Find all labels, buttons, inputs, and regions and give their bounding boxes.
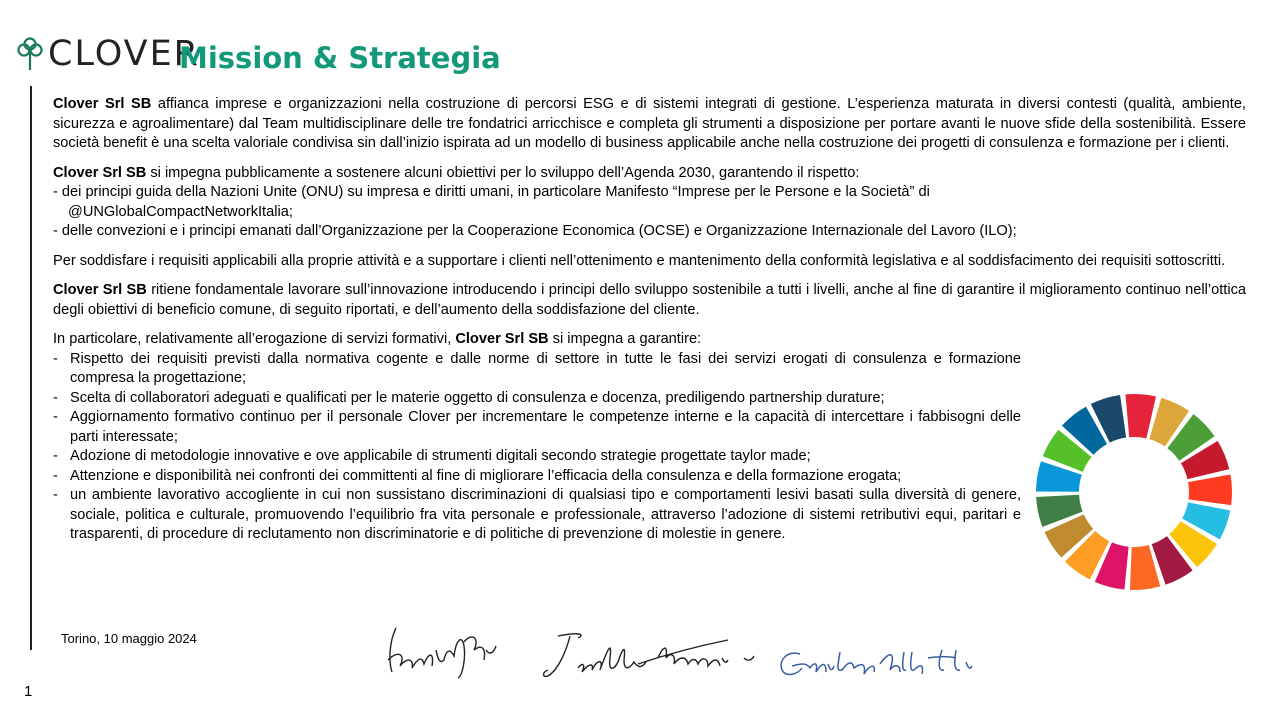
list-item-text: Rispetto dei requisiti previsti dalla normativa cogente e dalle norme di settore in tutte le fasi dei servizi erogati di consulenza e formazione compresa la progettazione; bbox=[70, 350, 1021, 386]
sdg-segment bbox=[1125, 394, 1156, 438]
vertical-divider bbox=[30, 86, 32, 650]
agenda-line-onu: - dei principi guida della Nazioni Unite (ONU) su impresa e diritti umani, in particolare Manifesto “Imprese per le Persone e la Società” di bbox=[53, 184, 930, 200]
company-name: Clover Srl SB bbox=[53, 282, 147, 298]
commitment-list bbox=[53, 350, 1021, 545]
list-item: - Rispetto dei requisiti previsti dalla normativa cogente e dalle norme di settore in tutte le fasi dei servizi erogati di consulenza e formazione compresa la progettazione; bbox=[53, 350, 1021, 386]
list-item: - Adozione di metodologie innovative e ove applicabile di strumenti digitali secondo strategie progettate taylor made; bbox=[53, 448, 811, 464]
list-item: - Scelta di collaboratori adeguati e qualificati per le materie oggetto di consulenza e docenza, prediligendo partnership durature; bbox=[53, 389, 885, 406]
list-item: - Attenzione e disponibilità nei confronti dei committenti al fine di migliorare l’efficacia della consulenza e della formazione erogata; bbox=[53, 467, 902, 484]
logo-wordmark: CLOVER bbox=[48, 34, 200, 74]
page-number: 1 bbox=[24, 683, 33, 700]
requirements-paragraph: Per soddisfare i requisiti applicabili alla proprie attività e a supportare i clienti nell’ottenimento e mantenimento della conformità legislativa e al soddisfacimento dei requisiti sottoscritti. bbox=[53, 252, 1226, 269]
document-date: Torino, 10 maggio 2024 bbox=[61, 631, 197, 646]
company-name: Clover Srl SB bbox=[53, 96, 152, 112]
intro-paragraph bbox=[53, 95, 1246, 154]
sdg-segment bbox=[1188, 475, 1232, 506]
innovation-paragraph bbox=[53, 281, 1246, 320]
training-intro-end: si impegna a garantire: bbox=[552, 331, 702, 347]
company-name: Clover Srl SB bbox=[455, 331, 549, 347]
signature-2 bbox=[538, 628, 763, 684]
training-intro-text: In particolare, relativamente all’erogazione di servizi formativi, bbox=[53, 331, 452, 347]
page-title: Mission & Strategia bbox=[179, 41, 501, 75]
list-item-text: Attenzione e disponibilità nei confronti dei committenti al fine di migliorare l’efficacia della consulenza e della formazione erogata; bbox=[70, 467, 902, 484]
list-item-text: Adozione di metodologie innovative e ove applicabile di strumenti digitali secondo strategie progettate taylor made; bbox=[70, 448, 811, 464]
list-item-text: un ambiente lavorativo accogliente in cui non sussistano discriminazioni di qualsiasi tipo e comportamenti lesivi basati sulla diversità di genere, sociale, politica e culturale, promuovendo l’equilibrio fra vita personale e professionale, attraverso l’adozione di sistemi retributivi equi, paritari e trasparenti, di procedure di reclutamento non discriminatorie e di politiche di prevenzione di molestie in genere. bbox=[70, 487, 1021, 542]
agenda-line-onu-handle: @UNGlobalCompactNetworkItalia; bbox=[68, 203, 293, 220]
company-name: Clover Srl SB bbox=[53, 164, 147, 181]
clover-logo bbox=[16, 36, 200, 72]
training-intro bbox=[53, 330, 1246, 350]
signature-3 bbox=[770, 642, 982, 686]
agenda-text: si impegna pubblicamente a sostenere alcuni obiettivi per lo sviluppo dell’Agenda 2030, garantendo il rispetto: bbox=[150, 164, 860, 181]
list-item-text: Scelta di collaboratori adeguati e qualificati per le materie oggetto di consulenza e docenza, prediligendo partnership durature; bbox=[70, 389, 885, 406]
clover-leaf-icon bbox=[16, 36, 44, 72]
agenda-paragraph bbox=[53, 164, 1246, 242]
list-item-text: Aggiornamento formativo continuo per il personale Clover per incrementare le competenze interne e la capacità di intercettare i fabbisogni delle parti interessate; bbox=[70, 409, 1021, 445]
list-item: - Aggiornamento formativo continuo per il personale Clover per incrementare le competenze interne e la capacità di intercettare i fabbisogni delle parti interessate; bbox=[53, 409, 1021, 445]
signature-1 bbox=[378, 620, 503, 682]
intro-text: affianca imprese e organizzazioni nella costruzione di percorsi ESG e di sistemi integrati di gestione. L’esperienza maturata in diversi contesti (qualità, ambiente, sicurezza e agroalimentare) dal Team multidisciplinare delle tre fondatrici arricchisce e completa gli strumenti a disposizione per portare avanti le nuove sfide della sostenibilità. Essere società benefit è una scelta valoriale condivisa sin dall’inizio ispirata ad un modello di business applicabile anche nella costruzione dei progetti di consulenza e formazione per i clienti. bbox=[53, 96, 1246, 151]
innovation-text: ritiene fondamentale lavorare sull’innovazione introducendo i principi dello sviluppo sostenibile a tutti i livelli, anche al fine di garantire il miglioramento continuo nell’ottica degli obiettivi di beneficio comune, di seguito riportati, e dell’aumento della soddisfazione del cliente. bbox=[53, 282, 1246, 318]
agenda-line-ocse: - delle convezioni e i principi emanati dall’Organizzazione per la Cooperazione Economica (OCSE) e Organizzazione Internazionale del Lavoro (ILO); bbox=[53, 223, 1017, 239]
list-item: - un ambiente lavorativo accogliente in cui non sussistano discriminazioni di qualsiasi tipo e comportamenti lesivi basati sulla diversità di genere, sociale, politica e culturale, promuovendo l’equilibrio fra vita personale e professionale, attraverso l’adozione di sistemi retributivi equi, paritari e trasparenti, di procedure di reclutamento non discriminatorie e di politiche di prevenzione di molestie in genere. bbox=[53, 487, 1021, 542]
sdg-wheel-icon bbox=[1033, 391, 1235, 593]
